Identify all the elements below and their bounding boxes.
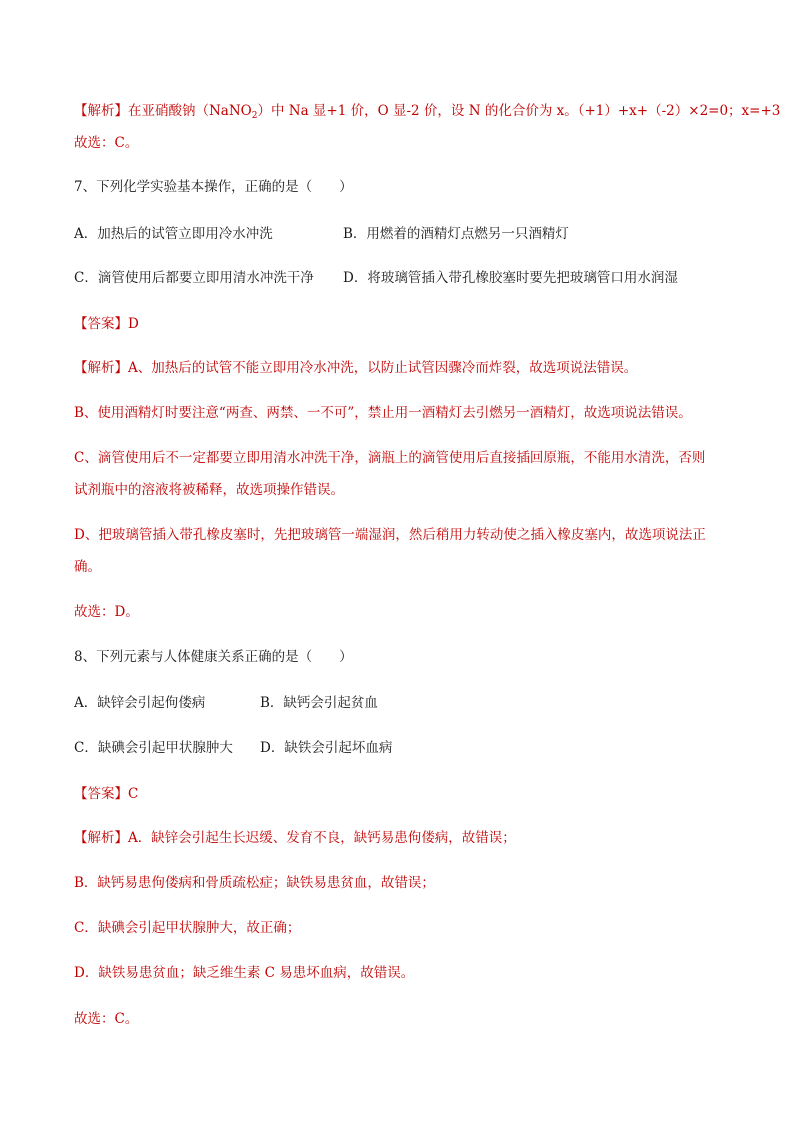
q8-analysis-c: C．缺碘会引起甲状腺肿大，故正确；	[74, 920, 301, 936]
q7-analysis-c1: C、滴管使用后不一定都要立即用清水冲洗干净，滴瓶上的滴管使用后直接插回原瓶，不能用水清洗，否则	[74, 450, 706, 466]
q8-option-b: B．缺钙会引起贫血	[260, 695, 378, 711]
q8-analysis-d: D．缺铁易患贫血；缺乏维生素 C 易患坏血病，故错误。	[74, 965, 415, 981]
q8-options-row-1	[74, 693, 378, 713]
q8-analysis-a-text: A．缺锌会引起生长迟缓、发育不良，缺钙易患佝偻病，故错误；	[128, 830, 516, 846]
q6-analysis-text-a: 在亚硝酸钠（NaNO	[128, 103, 252, 119]
q6-subscript: 2	[251, 111, 258, 121]
q8-options-row-2	[74, 738, 393, 758]
q8-choice: 故选：C。	[74, 1011, 139, 1027]
analysis-tag: 【解析】	[74, 830, 128, 846]
q7-analysis-a-text: A、加热后的试管不能立即用冷水冲洗，以防止试管因骤冷而炸裂，故选项说法错误。	[128, 360, 638, 376]
q6-analysis-text-b: ）中 Na 显+1 价，O 显-2 价，设 N 的化合价为 x。（+1）+x+（-2）×2=0；x=+3	[257, 103, 781, 119]
q7-options-row-1	[74, 224, 569, 244]
answer-tag: 【答案】	[74, 316, 128, 332]
q7-analysis-a	[74, 358, 637, 378]
q8-answer-value: C	[128, 786, 139, 802]
analysis-tag: 【解析】	[74, 103, 128, 119]
q6-analysis	[74, 101, 780, 126]
answer-tag: 【答案】	[74, 786, 128, 802]
q7-option-d: D．将玻璃管插入带孔橡胶塞时要先把玻璃管口用水润湿	[343, 270, 678, 286]
q6-choice: 故选：C。	[74, 135, 139, 151]
analysis-tag: 【解析】	[74, 360, 128, 376]
q8-stem: 8、下列元素与人体健康关系正确的是（ ）	[74, 649, 353, 665]
q7-analysis-d2: 确。	[74, 559, 101, 575]
q7-answer-value: D	[128, 316, 139, 332]
q8-answer	[74, 784, 138, 804]
q7-analysis-d1: D、把玻璃管插入带孔橡皮塞时，先把玻璃管一端湿润，然后稍用力转动使之插入橡皮塞内，故选项说法正	[74, 527, 706, 543]
q8-option-d: D．缺铁会引起坏血病	[260, 740, 393, 756]
q8-analysis-b: B．缺钙易患佝偻病和骨质疏松症；缺铁易患贫血，故错误；	[74, 875, 435, 891]
q7-choice: 故选：D。	[74, 604, 139, 620]
q7-analysis-b: B、使用酒精灯时要注意“两查、两禁、一不可”，禁止用一酒精灯去引燃另一酒精灯，故选项说法错误。	[74, 405, 692, 421]
q7-stem: 7、下列化学实验基本操作，正确的是（ ）	[74, 179, 353, 195]
q8-option-a: A．缺锌会引起佝偻病	[74, 695, 206, 711]
q7-options-row-2	[74, 268, 678, 288]
q7-analysis-c2: 试剂瓶中的溶液将被稀释，故选项操作错误。	[74, 482, 344, 498]
q7-answer	[74, 314, 139, 334]
q7-option-c: C．滴管使用后都要立即用清水冲洗干净	[74, 270, 314, 286]
q7-option-a: A．加热后的试管立即用冷水冲洗	[74, 226, 273, 242]
q7-option-b: B．用燃着的酒精灯点燃另一只酒精灯	[343, 226, 569, 242]
q8-option-c: C．缺碘会引起甲状腺肿大	[74, 740, 233, 756]
q8-analysis-a	[74, 828, 516, 848]
